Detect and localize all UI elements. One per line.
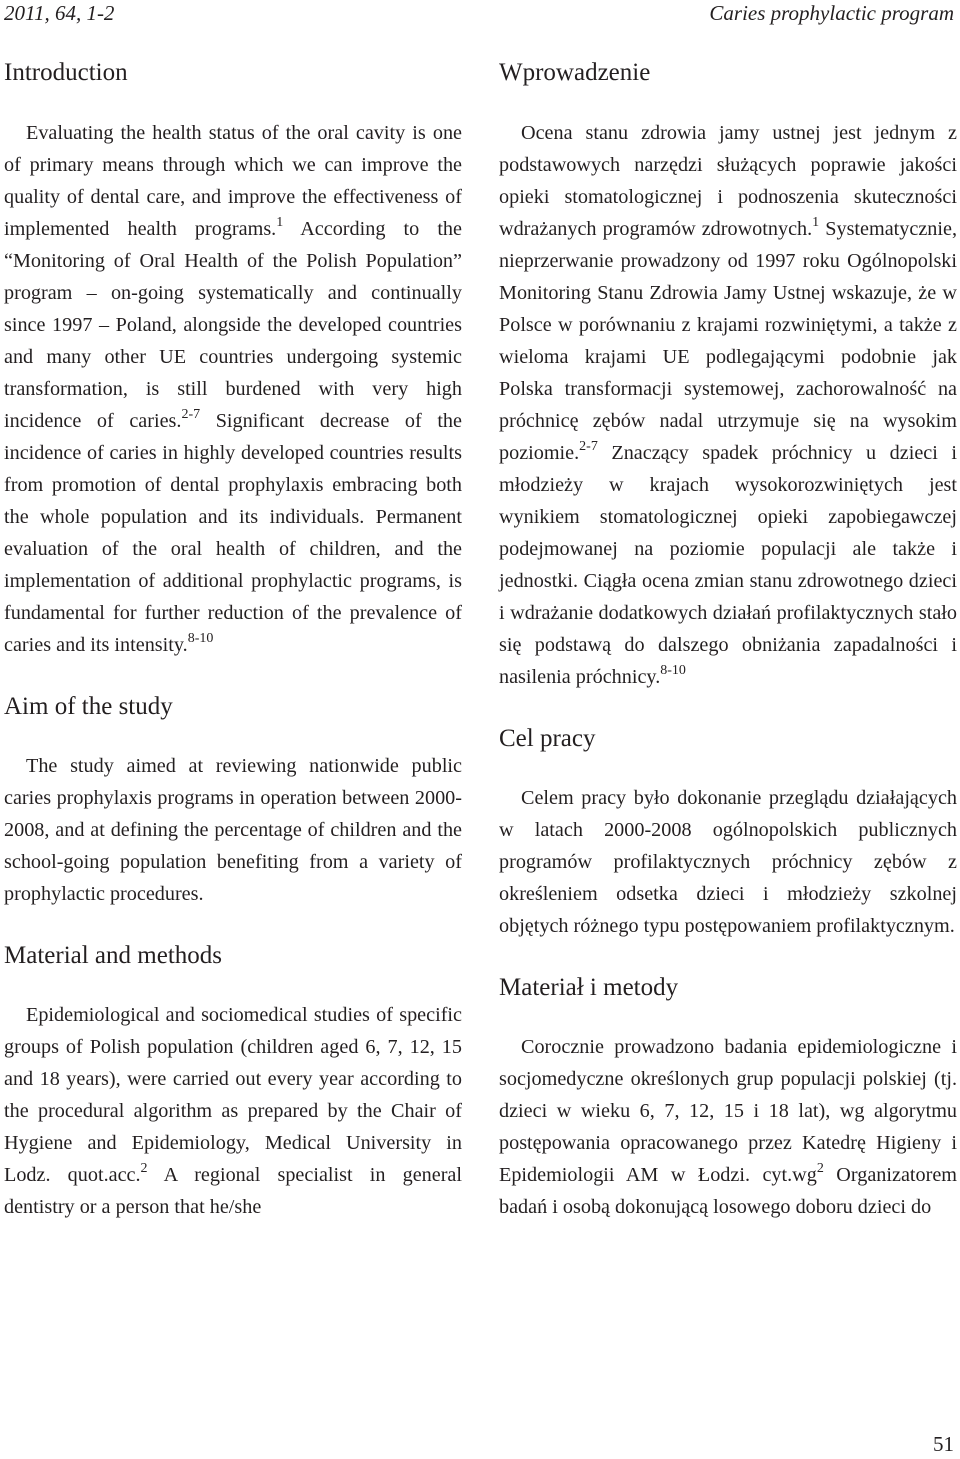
citation-ref: 1: [276, 215, 284, 230]
citation-ref: 2-7: [181, 407, 201, 422]
cel-pracy-heading: Cel pracy: [499, 725, 596, 752]
wprowadzenie-heading: Wprowadzenie: [499, 59, 651, 86]
material-i-metody-paragraph: Corocznie prowadzono badania epidemiologiczne i socjomedyczne określonych grup populacji polskiej (tj. dzieci w wieku 6, 7, 12, 15 i 18 lat), wg algorytmu postępowania opracowanego przez Katedrę Higieny i Epidemiologii AM w Łodzi. $cyt.wg^2$ Organizatorem badań i osobą dokonującą losowego doboru dzieci do: [499, 1036, 957, 1218]
journal-info: 2011, 64, 1-2: [4, 1, 115, 25]
polish-column: [499, 56, 957, 1223]
aim-heading: Aim of the study: [4, 693, 173, 720]
citation-ref: 8-10: [660, 663, 686, 678]
cel-pracy-paragraph: Celem pracy było dokonanie przeglądu działających w latach 2000-2008 ogólnopolskich publicznych programów profilaktycznych próchnicy zębów z określeniem odsetka dzieci i młodzieży szkolnej objętych różnego typu postępowaniem profilaktycznym.: [499, 787, 957, 937]
wprowadzenie-paragraph: Ocena stanu zdrowia jamy ustnej jest jednym z podstawowych narzędzi służących poprawie jakości opieki stomatologicznej i podnoszenia skuteczności wdrażanych programów zdrowotnych.$^1$ Systematycznie, nieprzerwanie prowadzony od 1997 roku Ogólnopolski Monitoring Stanu Zdrowia Jamy Ustnej wskazuje, że w Polsce w porównaniu z krajami rozwiniętymi, a także z wieloma krajami UE podlegającymi podobnie jak Polska transformacji systemowej, zachorowalność na próchnicę zębów nadal utrzymuje się na wysokim poziomie.$^{2-7}$ Znaczący spadek próchnicy u dzieci i młodzieży w krajach wysokorozwiniętych jest wynikiem stomatologicznej opieki zapobiegawczej podejmowanej na poziomie populacji ale także i jednostki. Ciągła ocena zmian stanu zdrowotnego dzieci i wdrażanie dodatkowych działań profilaktycznych stało się podstawą do dalszego obniżania zapadalności i nasilenia próchnicy.$^{8-10}$: [499, 122, 957, 688]
citation-ref: 2: [816, 1161, 824, 1176]
english-column: [4, 56, 462, 1223]
citation-ref: 1: [812, 215, 820, 230]
introduction-heading: Introduction: [4, 59, 128, 86]
citation-ref: 2: [140, 1161, 148, 1176]
citation-ref: 8-10: [187, 631, 214, 646]
introduction-paragraph: Evaluating the health status of the oral cavity is one of primary means through which we can improve the quality of dental care, and improve the effectiveness of implemented health programs.$^1$ According to the “Monitoring of Oral Health of the Polish Population” program – on-going systematically and continually since 1997 – Poland, alongside the developed countries and many other UE countries undergoing systemic transformation, is still burdened with very high incidence of caries.$^{2-7}$ Significant decrease of the incidence of caries in highly developed countries results from promotion of dental prophylaxis embracing both the whole population and its individuals. Permanent evaluation of the oral health of children, and the implementation of additional prophylactic programs, is fundamental for further reduction of the prevalence of caries and its intensity.$^{8-10}$: [4, 122, 462, 656]
methods-paragraph: Epidemiological and sociomedical studies of specific groups of Polish population (children aged 6, 7, 12, 15 and 18 years), were carried out every year according to the procedural algorithm as prepared by the Chair of Hygiene and Epidemiology, Medical University in Lodz. quot.acc.$^2$ A regional specialist in general dentistry or a person that he/she: [4, 1004, 463, 1218]
running-title: Caries prophylactic program: [709, 1, 954, 25]
aim-paragraph: The study aimed at reviewing nationwide public caries prophylaxis programs in operation between 2000-2008, and at defining the percentage of children and the school-going population benefiting from a variety of prophylactic procedures.: [4, 755, 462, 905]
material-i-metody-heading: Materiał i metody: [499, 974, 679, 1001]
citation-ref: 2-7: [579, 439, 598, 454]
page-number: 51: [933, 1432, 954, 1456]
methods-heading: Material and methods: [4, 942, 222, 969]
